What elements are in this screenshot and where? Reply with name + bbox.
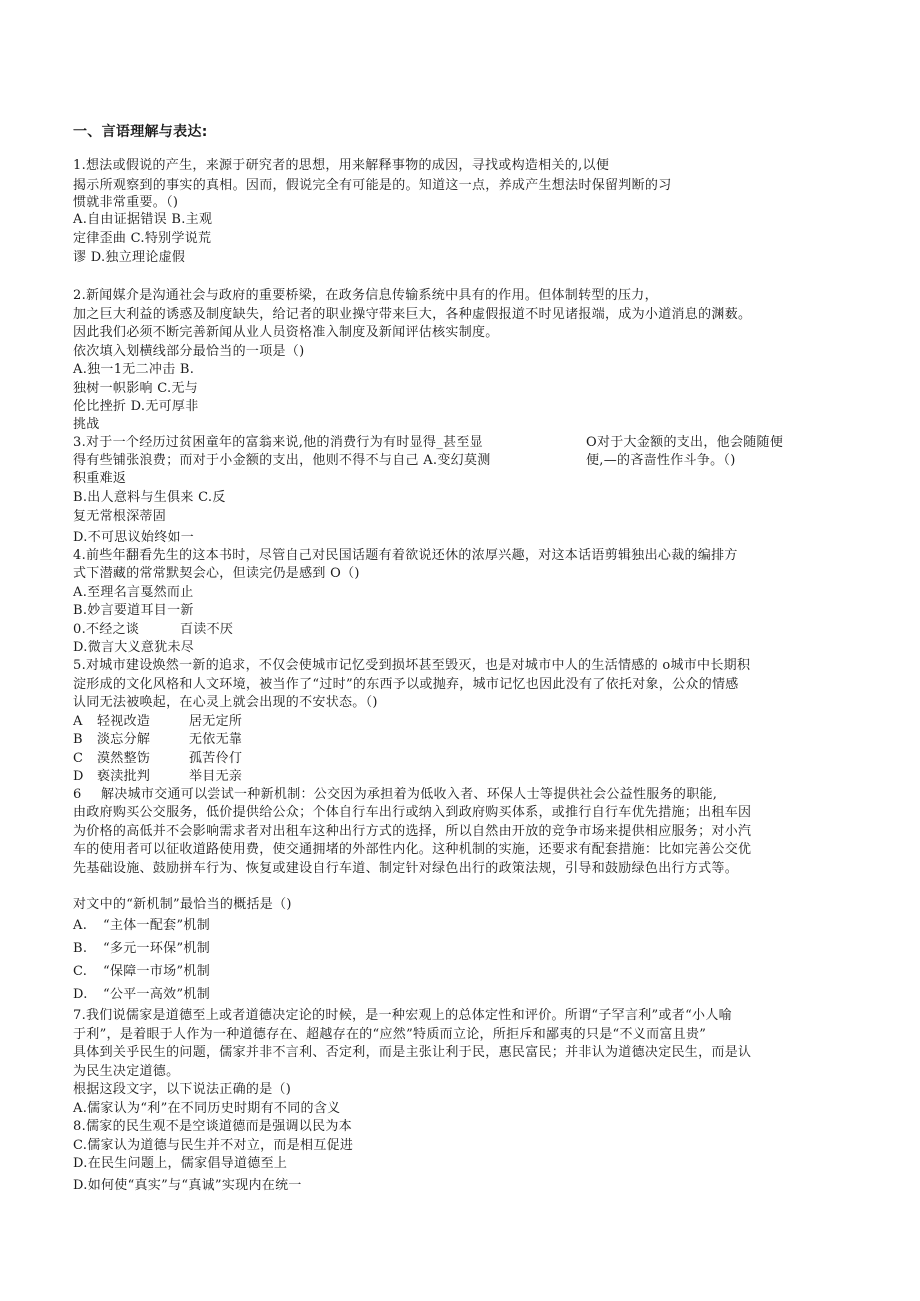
q7-line: 根据这段文字，以下说法正确的是（) xyxy=(73,1082,292,1097)
q7-option-line: 8.儒家的民生观不是空谈道德而是强调以民为本 xyxy=(73,1119,353,1134)
q2-line: 2.新闻媒介是沟通社会与政府的重要桥梁，在政务信息传输系统中具有的作用。但体制转型的压力， xyxy=(73,288,658,303)
q2-option-line: 伦比挫折 D.无可厚非 xyxy=(73,399,199,414)
q7-option-line: D.在民生问题上，儒家倡导道德至上 xyxy=(73,1156,288,1171)
q6-line: 为价格的高低并不会影响需求者对出租车这种出行方式的选择，所以自然由开放的竞争市场来提供相应服务；对小汽 xyxy=(73,824,752,839)
q6-line: 解决城市交通可以尝试一种新机制：公交因为承担着为低收入者、环保人士等提供社会公益性服务的职能, xyxy=(101,787,718,802)
q4-option-line: A.至理名言戛然而止 xyxy=(73,585,194,600)
q1-option-line: A.自由证据错误 B.主观 xyxy=(73,212,213,227)
q1-line: 惯就非常重要。（) xyxy=(73,195,179,210)
q7-option-line: C.儒家认为道德与民生并不对立，而是相互促进 xyxy=(73,1138,354,1153)
q3-line: 便,—的吝啬性作斗争。（) xyxy=(586,453,736,468)
q3-line: O对于大金额的支出，他会随随便 xyxy=(586,435,784,450)
q5-line: 认同无法被唤起，在心灵上就会出现的不安状态。（) xyxy=(73,695,378,710)
q5-option: D 亵渎批判 举目无亲 xyxy=(73,769,243,784)
q5-line: 淀形成的文化风格和人文环境，被当作了“过时”的东西予以或抛弃，城市记忆也因此没有了依托对象，公众的情感 xyxy=(73,677,739,692)
q6-option: A. “主体一配套”机制 xyxy=(73,918,210,933)
q5-option: B 淡忘分解 无依无靠 xyxy=(73,732,243,747)
q6-line: 由政府购买公交服务，低价提供给公众；个体自行车出行或纳入到政府购买体系，或推行自行车优先措施；出租车因 xyxy=(73,805,752,820)
q4-option-line: D.微言大义意犹未尽 xyxy=(73,640,195,655)
q7-line: 为民生决定道德。 xyxy=(73,1064,180,1079)
q4-line: 4.前些年翻看先生的这本书时，尽管自己对民国话题有着欲说还休的浓厚兴趣，对这本话语剪辑独出心裁的编排方 xyxy=(73,548,738,563)
q3-line: 3.对于一个经历过贫困童年的富翁来说,他的消费行为有时显得_甚至显 xyxy=(73,435,483,450)
q5-line: 5.对城市建设焕然一新的追求，不仅会使城市记忆受到损坏甚至毁灭，也是对城市中人的生活情感的 o城市中长期积 xyxy=(73,658,751,673)
q3-option-line: B.出人意料与生俱来 C.反 xyxy=(73,490,226,505)
q2-line: 因此我们必须不断完善新闻从业人员资格准入制度及新闻评估核实制度。 xyxy=(73,325,499,340)
section-title: 一、言语理解与表达: xyxy=(73,124,208,140)
q6-line: 先基础设施、鼓励拼车行为、恢复或建设自行车道、制定针对绿色出行的政策法规，引导和鼓励绿色出行方式等。 xyxy=(73,861,739,876)
q6-number: 6 xyxy=(73,787,82,802)
q2-option-line: 挑战 xyxy=(73,417,100,432)
q1-option-line: 定律歪曲 C.特别学说荒 xyxy=(73,231,212,246)
q3-option-line: 复无常根深蒂固 xyxy=(73,509,167,524)
q6-line: 对文中的“新机制”最恰当的概括是（) xyxy=(73,897,292,912)
q7-option-line: A.儒家认为“利”在不同历史时期有不同的含义 xyxy=(73,1101,341,1116)
q1-option-line: 谬 D.独立理论虚假 xyxy=(73,250,186,265)
q3-option-line: D.不可思议始终如一 xyxy=(73,530,195,545)
q6-line: 车的使用者可以征收道路使用费，使交通拥堵的外部性内化。这种机制的实施，还要求有配套措施：比如完善公交优 xyxy=(73,842,752,857)
q2-line: 加之巨大利益的诱惑及制度缺失，给记者的职业操守带来巨大，各种虚假报道不时见诸报端，成为小道消息的渊薮。 xyxy=(73,307,752,322)
q1-line: 1.想法或假说的产生，来源于研究者的思想，用来解释事物的成因，寻找或构造相关的,以便 xyxy=(73,158,610,173)
q7-line: 于利”，是着眼于人作为一种道德存在、超越存在的“应然”特质而立论，所拒斥和鄙夷的只是“不义而富且贵” xyxy=(73,1027,707,1042)
q7-line: 具体到关乎民生的问题，儒家并非不言利、否定利，而是主张让利于民，惠民富民；并非认为道德决定民生，而是认 xyxy=(73,1045,752,1060)
q3-line: 得有些铺张浪费；而对于小金额的支出，他则不得不与自己 A.变幻莫测 xyxy=(73,453,491,468)
q6-option: D. “公平一高效”机制 xyxy=(73,987,210,1002)
q4-option-line: B.妙言要道耳目一新 xyxy=(73,603,194,618)
q4-line: 式下潜藏的常常默契会心，但读完仍是感到 O（) xyxy=(73,566,360,581)
q1-line: 揭示所观察到的事实的真相。因而，假说完全有可能是的。知道这一点，养成产生想法时保留判断的习 xyxy=(73,178,672,193)
q7-option-line: D.如何使“真实”与“真诚”实现内在统一 xyxy=(73,1178,302,1193)
q4-option-line: 百读不厌 xyxy=(180,622,234,637)
q4-option-line: 0.不经之谈 xyxy=(73,622,140,637)
q2-option-line: A.独一1无二冲击 B. xyxy=(73,362,195,377)
q2-line: 依次填入划横线部分最恰当的一项是（) xyxy=(73,344,305,359)
q6-option: B. “多元一环保”机制 xyxy=(73,941,210,956)
q2-option-line: 独树一帜影响 C.无与 xyxy=(73,381,199,396)
q5-option: A 轻视改造 居无定所 xyxy=(73,714,243,729)
q6-option: C. “保障一市场”机制 xyxy=(73,964,210,979)
q5-option: C 漠然整饬 孤苦伶仃 xyxy=(73,751,243,766)
q7-line: 7.我们说儒家是道德至上或者道德决定论的时候，是一种宏观上的总体定性和评价。所谓“子罕言利”或者“小人喻 xyxy=(73,1008,732,1023)
q3-option-line: 积重难返 xyxy=(73,471,127,486)
